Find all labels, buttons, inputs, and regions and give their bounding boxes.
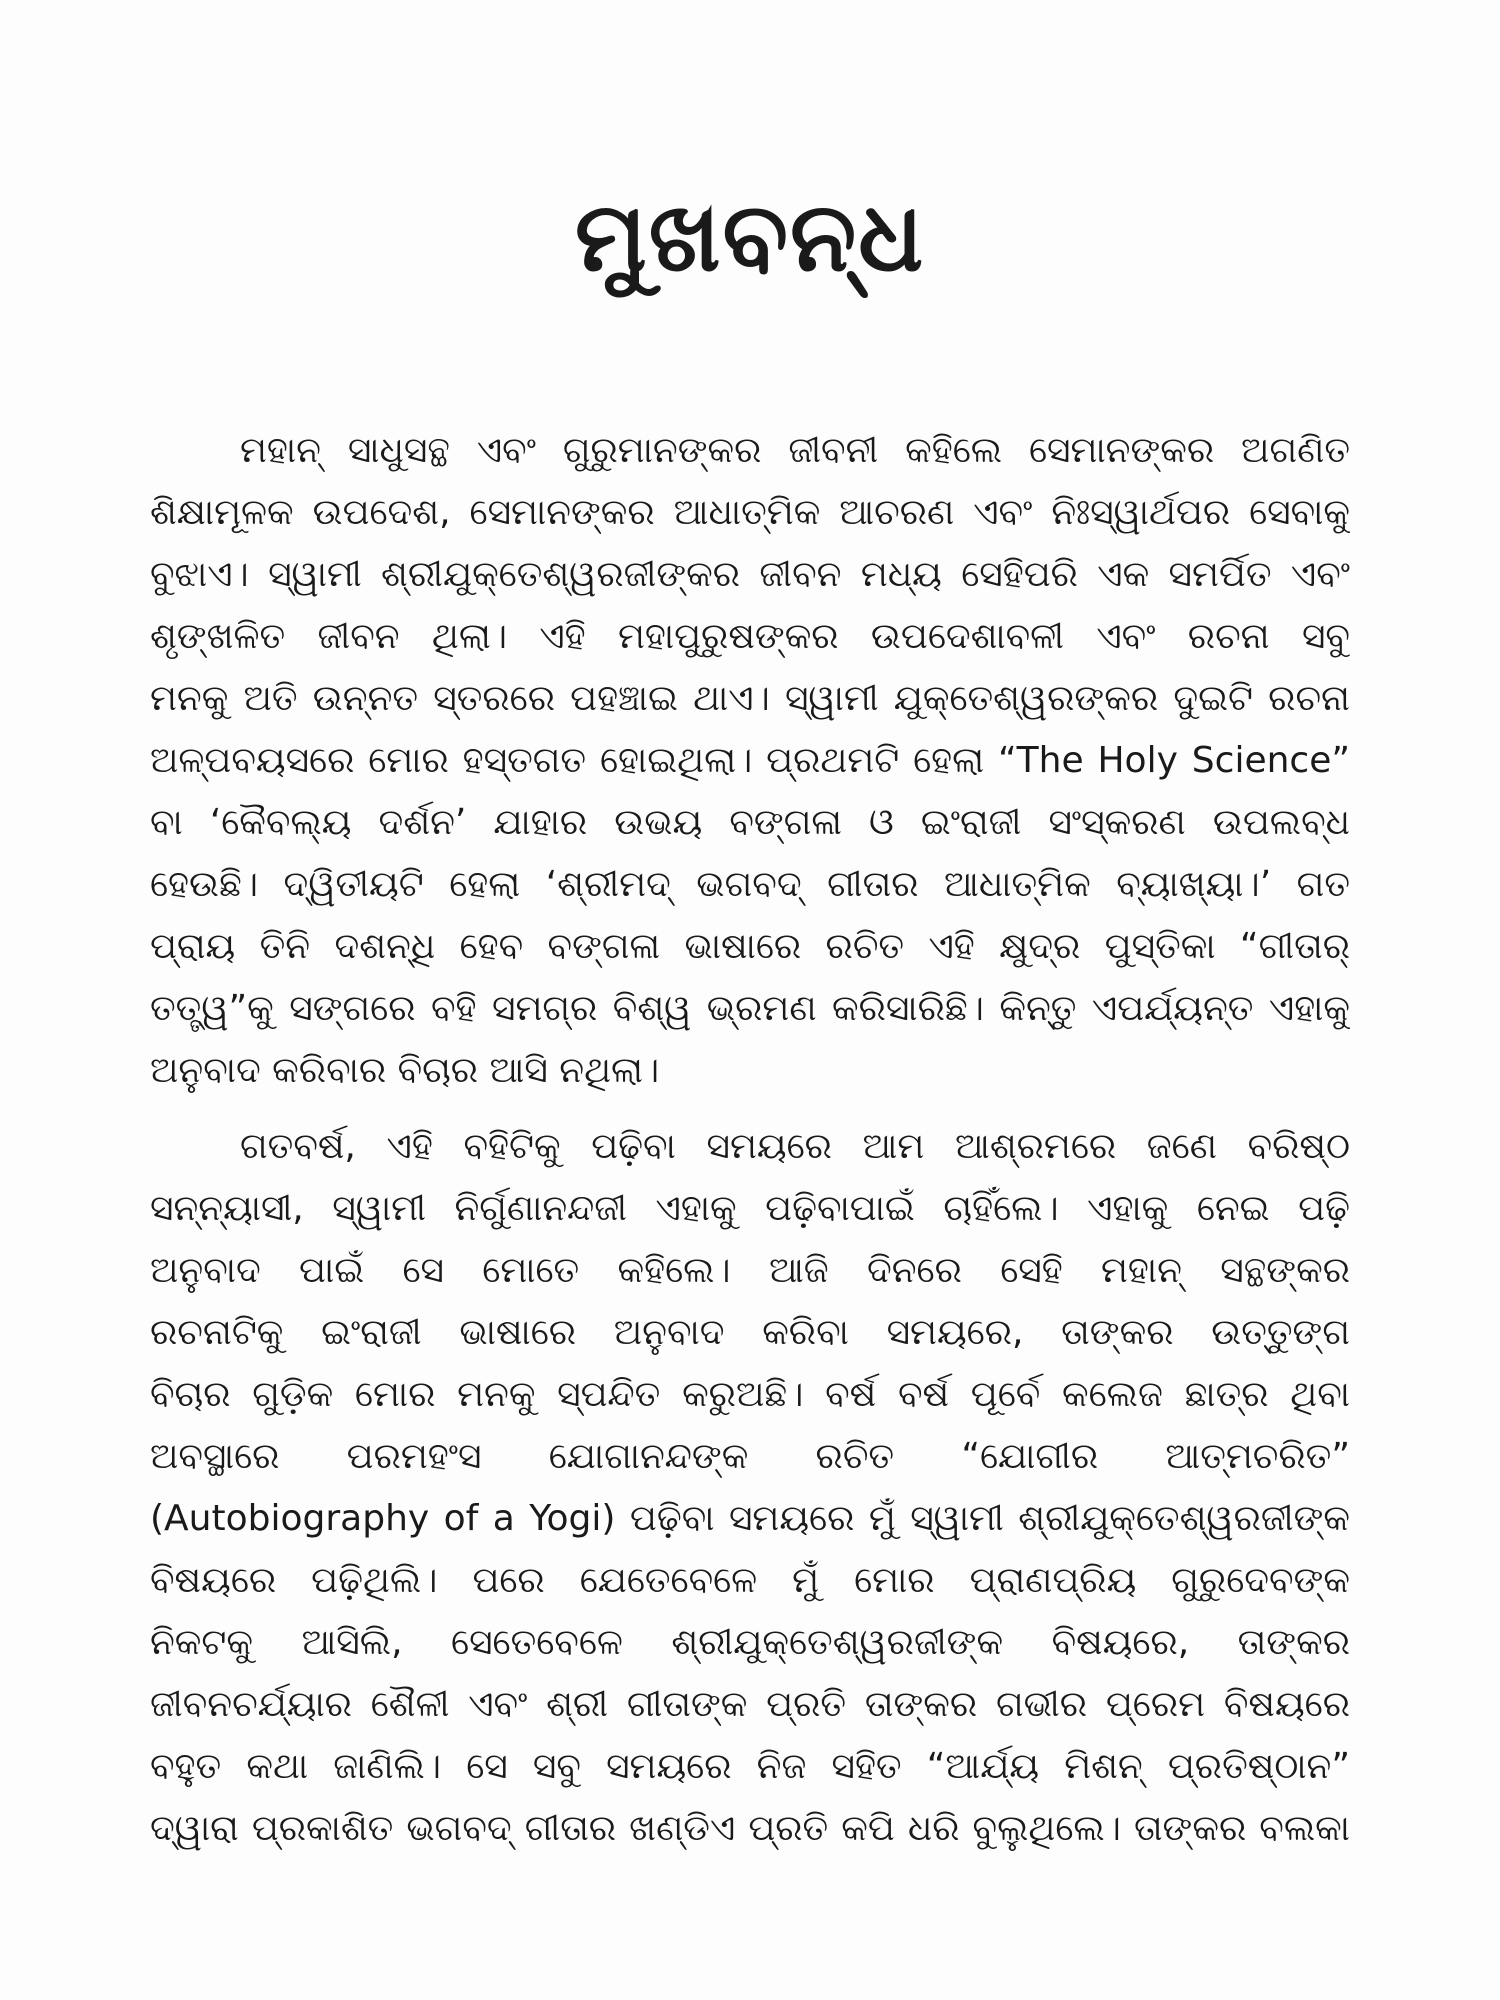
text-line: ଶିକ୍ଷାମୂଳକ ଉପଦେଶ, ସେମାନଙ୍କର ଆଧାତ୍ମିକ ଆଚରଣ ଏବଂ ନିଃସ୍ୱାର୍ଥପର ସେବାକୁ (150, 492, 1350, 533)
text-line: ଗତବର୍ଷ, ଏହି ବହିଟିକୁ ପଢ଼ିବା ସମୟରେ ଆମ ଆଶ୍ରମରେ ଜଣେ ବରିଷ୍ଠ (240, 1126, 1350, 1167)
text-line: ତତ୍ତ୍ୱ”କୁ ସଙ୍ଗରେ ବହି ସମଗ୍ର ବିଶ୍ୱ ଭ୍ରମଣ କରିସାରିଛି। କିନ୍ତୁ ଏପର୍ଯ୍ୟନ୍ତ ଏହାକୁ (150, 988, 1350, 1029)
text-line: ଅଳ୍ପବୟସରେ ମୋର ହସ୍ତଗତ ହୋଇଥିଲା। ପ୍ରଥମଟି ହେଲା “The Holy Science” (150, 740, 1350, 781)
text-line: ନିକଟକୁ ଆସିଲି, ସେତେବେଳେ ଶ୍ରୀଯୁକ୍ତେଶ୍ୱରଜୀଙ୍କ ବିଷୟରେ, ତାଙ୍କର (150, 1622, 1350, 1663)
text-line: ବା ‘କୈବଲ୍ୟ ଦର୍ଶନ’ ଯାହାର ଉଭୟ ବଙ୍ଗଳା ଓ ଇଂରାଜୀ ସଂସ୍କରଣ ଉପଲବ୍ଧ (150, 802, 1350, 843)
text-line: (Autobiography of a Yogi) ପଢ଼ିବା ସମୟରେ ମୁଁ ସ୍ୱାମୀ ଶ୍ରୀଯୁକ୍ତେଶ୍ୱରଜୀଙ୍କ (150, 1498, 1350, 1539)
page-title: ମୁଖବନ୍ଧ (574, 181, 926, 293)
text-line: ବୁଝାଏ। ସ୍ୱାମୀ ଶ୍ରୀଯୁକ୍ତେଶ୍ୱରଜୀଙ୍କର ଜୀବନ ମଧ୍ୟ ସେହିପରି ଏକ ସମର୍ପିତ ଏବଂ (150, 554, 1350, 595)
text-line: ଅବସ୍ଥାରେ ପରମହଂସ ଯୋଗାନନ୍ଦଙ୍କ ରଚିତ “ଯୋଗୀର ଆତ୍ମଚରିତ” (150, 1436, 1350, 1477)
body-text (150, 420, 1350, 1860)
text-line: ଅନୁବାଦ କରିବାର ବିଚାର ଆସି ନଥିଲା। (150, 1050, 660, 1091)
text-line: ସନ୍ନ୍ୟାସୀ, ସ୍ୱାମୀ ନିର୍ଗୁଣାନନ୍ଦଜୀ ଏହାକୁ ପଢ଼ିବାପାଇଁ ଚାହିଁଲେ। ଏହାକୁ ନେଇ ପଢ଼ି (150, 1188, 1350, 1229)
text-line: ପ୍ରାୟ ତିନି ଦଶନ୍ଧି ହେବ ବଙ୍ଗଳା ଭାଷାରେ ରଚିତ ଏହି କ୍ଷୁଦ୍ର ପୁସ୍ତିକା “ଗୀତାର୍ (150, 926, 1350, 967)
text-line: ହେଉଛି। ଦ୍ୱିତୀୟଟି ହେଲା ‘ଶ୍ରୀମଦ୍ ଭଗବଦ୍ ଗୀତାର ଆଧାତ୍ମିକ ବ୍ୟାଖ୍ୟା।’ ଗତ (150, 864, 1350, 905)
text-line: ବିଚାର ଗୁଡ଼ିକ ମୋର ମନକୁ ସ୍ପନ୍ଦିତ କରୁଅଛି। ବର୍ଷ ବର୍ଷ ପୂର୍ବେ କଲେଜ ଛାତ୍ର ଥିବା (150, 1374, 1350, 1415)
text-line: ମନକୁ ଅତି ଉନ୍ନତ ସ୍ତରରେ ପହଞ୍ଚାଇ ଥାଏ। ସ୍ୱାମୀ ଯୁକ୍ତେଶ୍ୱରଙ୍କର ଦୁଇଟି ରଚନା (150, 678, 1350, 719)
paragraph-1 (150, 420, 1350, 1102)
text-line: ଶୃଙ୍ଖଳିତ ଜୀବନ ଥିଲା। ଏହି ମହାପୁରୁଷଙ୍କର ଉପଦେଶାବଳୀ ଏବଂ ରଚନା ସବୁ (150, 616, 1350, 657)
text-line: ରଚନାଟିକୁ ଇଂରାଜୀ ଭାଷାରେ ଅନୁବାଦ କରିବା ସମୟରେ, ତାଙ୍କର ଉତ୍ତୁଙ୍ଗ (150, 1312, 1350, 1353)
text-line: ଅନୁବାଦ ପାଇଁ ସେ ମୋତେ କହିଲେ। ଆଜି ଦିନରେ ସେହି ମହାନ୍ ସନ୍ଥଙ୍କର (150, 1250, 1350, 1291)
text-line: ବହୁତ କଥା ଜାଣିଲି। ସେ ସବୁ ସମୟରେ ନିଜ ସହିତ “ଆର୍ଯ୍ୟ ମିଶନ୍ ପ୍ରତିଷ୍ଠାନ” (150, 1746, 1350, 1787)
paragraph-2 (150, 1116, 1350, 1860)
text-line: ଦ୍ୱାରା ପ୍ରକାଶିତ ଭଗବଦ୍ ଗୀତାର ଖଣ୍ଡିଏ ପ୍ରତି କପି ଧରି ବୁଲୁଥିଲେ। ତାଙ୍କର ବଲକା (150, 1808, 1350, 1849)
text-line: ଜୀବନଚର୍ଯ୍ୟାର ଶୈଳୀ ଏବଂ ଶ୍ରୀ ଗୀତାଙ୍କ ପ୍ରତି ତାଙ୍କର ଗଭୀର ପ୍ରେମ ବିଷୟରେ (150, 1684, 1350, 1725)
text-line: ବିଷୟରେ ପଢ଼ିଥିଲି। ପରେ ଯେତେବେଳେ ମୁଁ ମୋର ପ୍ରାଣପ୍ରିୟ ଗୁରୁଦେବଙ୍କ (150, 1560, 1350, 1601)
text-line: ମହାନ୍ ସାଧୁସନ୍ଥ ଏବଂ ଗୁରୁମାନଙ୍କର ଜୀବନୀ କହିଲେ ସେମାନଙ୍କର ଅଗଣିତ (240, 430, 1350, 471)
paragraph-gap (150, 1102, 1350, 1116)
